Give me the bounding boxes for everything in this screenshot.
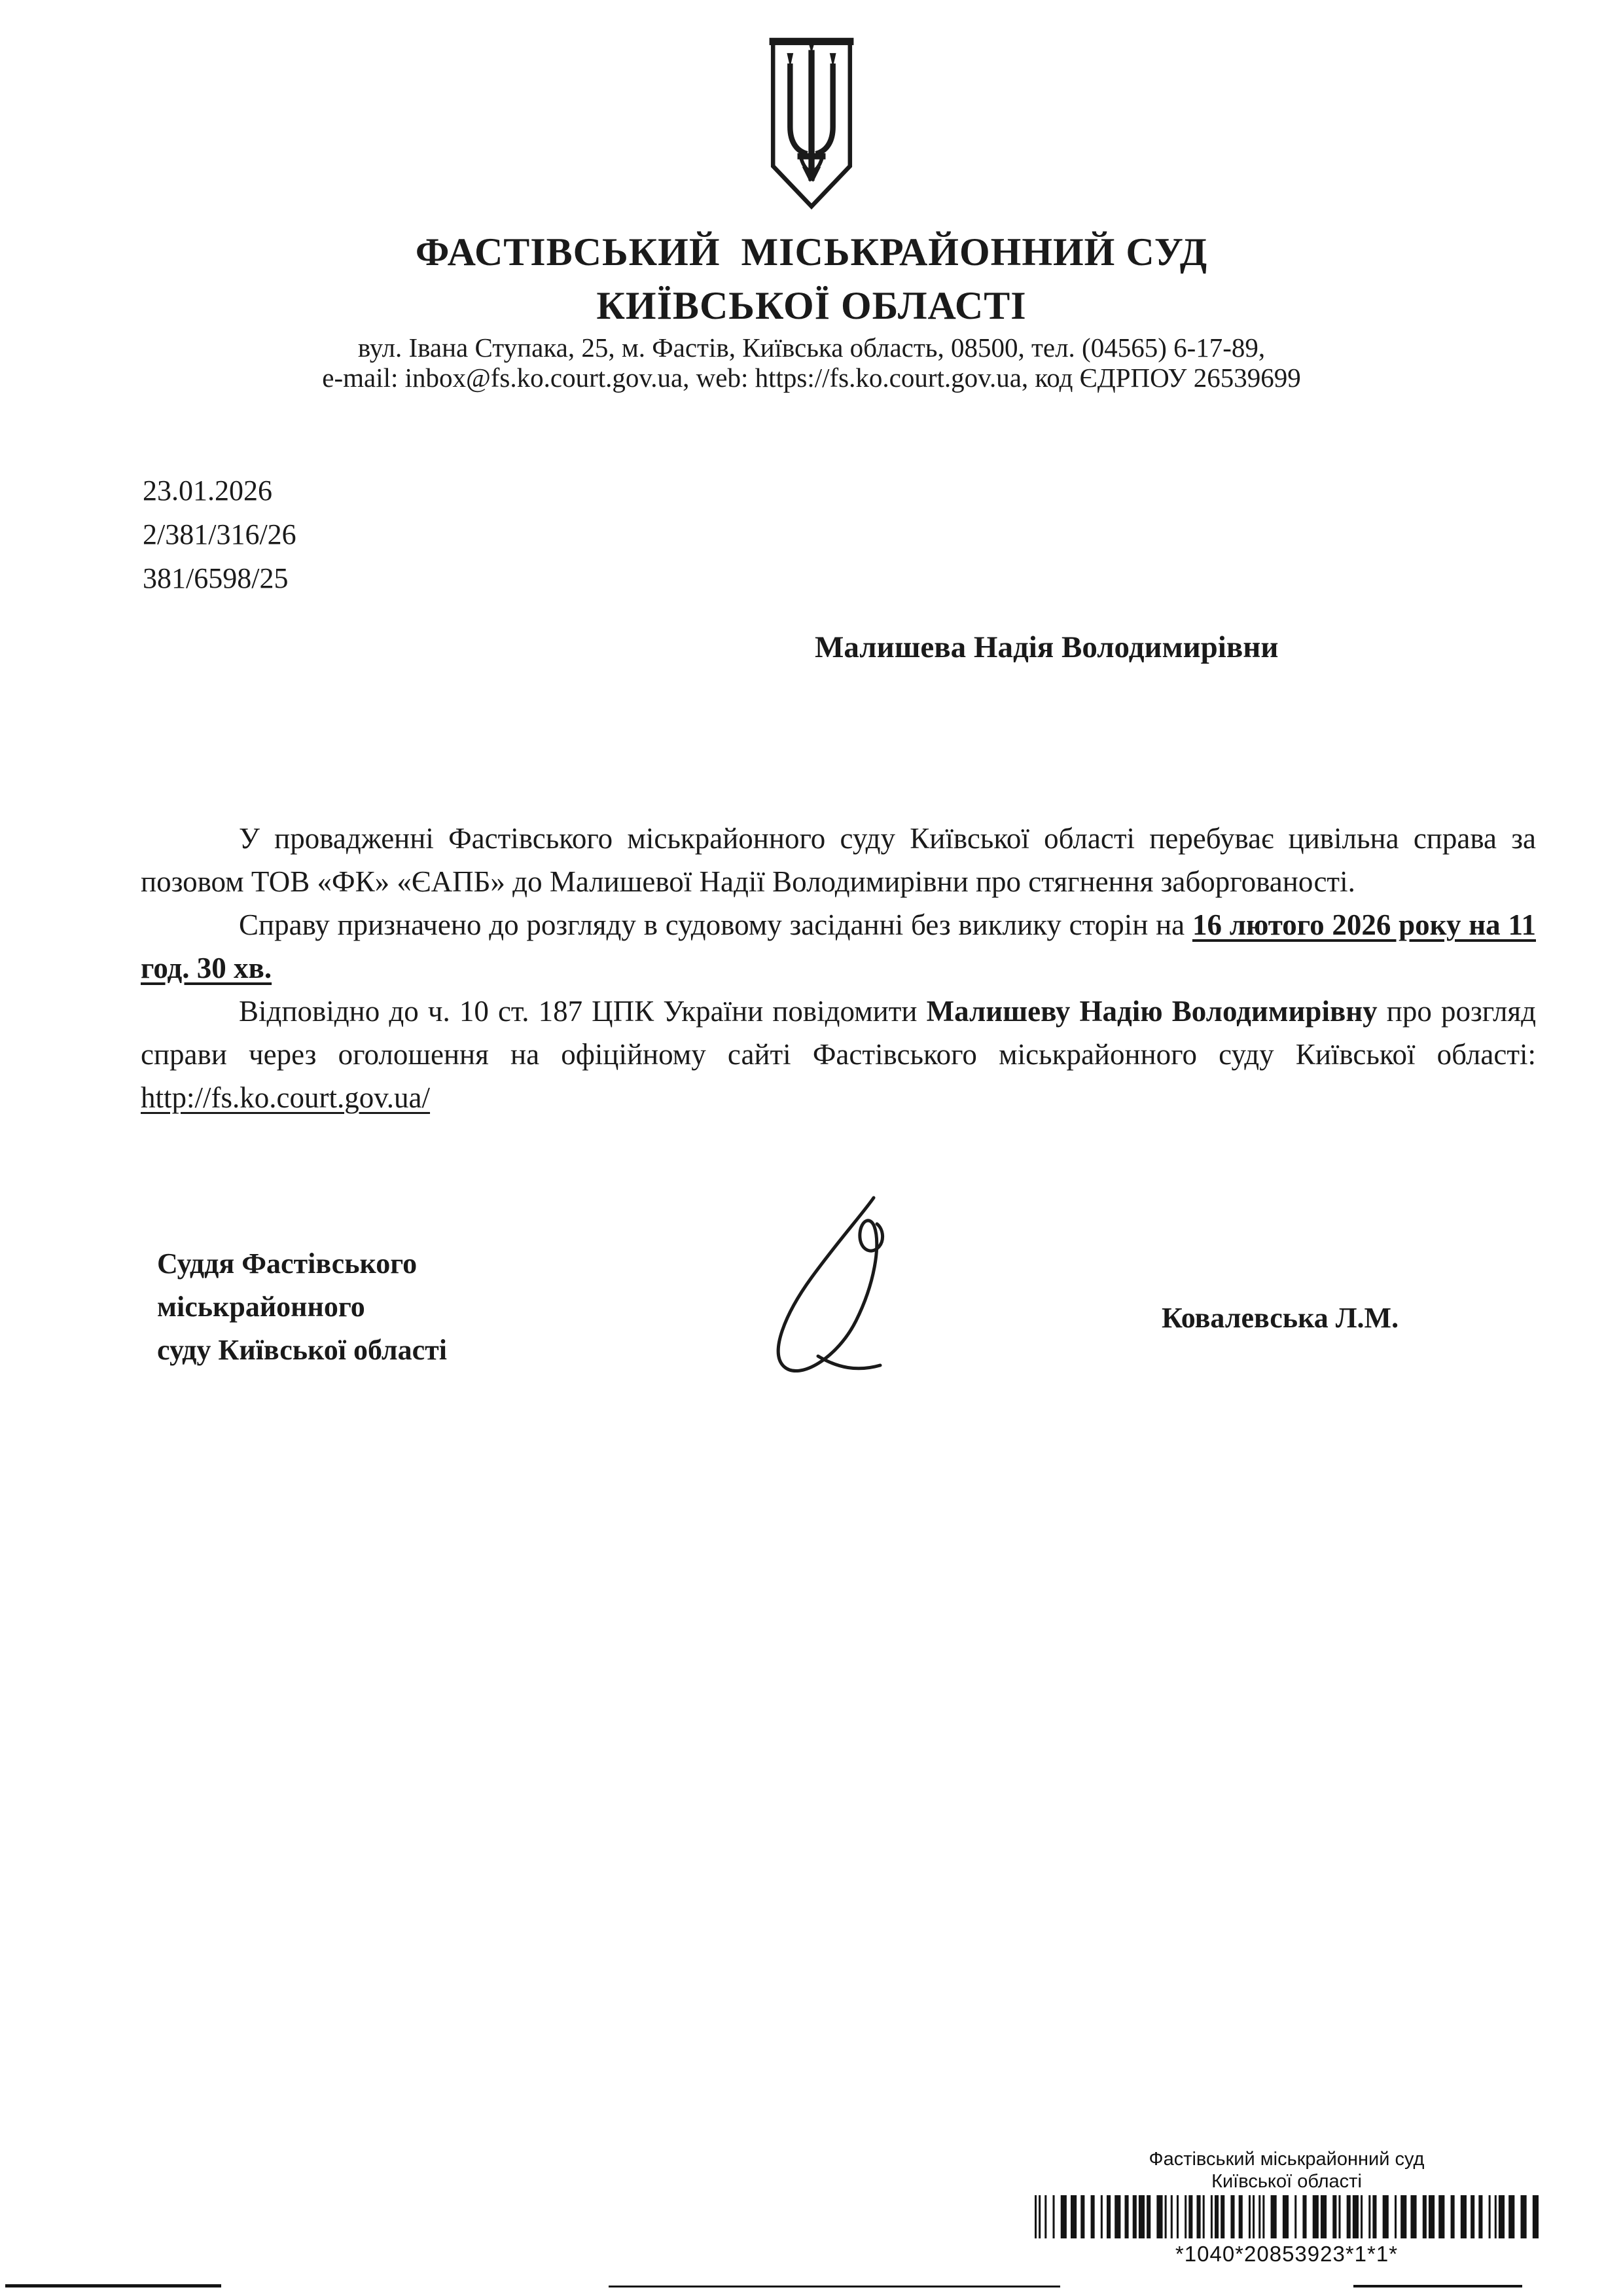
notified-person-name: Малишеву Надію Володимирівну	[926, 995, 1378, 1028]
court-website-link[interactable]: http://fs.ko.court.gov.ua/	[141, 1081, 431, 1114]
barcode-number: *1040*20853923*1*1*	[1175, 2242, 1399, 2266]
hearing-date-text: 16 лютого 2026 року на 11 год. 30 хв.	[141, 908, 1536, 984]
body-text-segment: У провадженні Фастівського міськрайонного суду Київської області перебуває цивільна справа за позовом ТОВ «ФК» «ЄАПБ» до Малишевої Надії Володимирівни про стягнення заборгованості.	[141, 822, 1536, 898]
body-text-segment: Справу призначено до розгляду в судовому засіданні без виклику сторін на	[239, 908, 1192, 941]
letterhead	[23, 30, 1600, 393]
court-contact: e-mail: inbox@fs.ko.court.gov.ua, web: https://fs.ko.court.gov.ua, код ЄДРПОУ 26539699	[322, 363, 1301, 393]
ukraine-trident-icon	[766, 30, 857, 219]
proceeding-number: 381/6598/25	[143, 562, 289, 594]
scan-artifact-line	[1353, 2285, 1522, 2287]
judge-title-line: Суддя Фастівського	[157, 1247, 418, 1280]
barcode-block	[1023, 2148, 1550, 2267]
court-address: вул. Івана Ступака, 25, м. Фастів, Київська область, 08500, тел. (04565) 6-17-89,	[357, 332, 1266, 363]
scan-artifact-line	[609, 2286, 1060, 2287]
scan-artifact-line	[5, 2284, 221, 2287]
judge-signature-image	[740, 1193, 936, 1392]
body-paragraph	[141, 817, 1536, 903]
body-paragraph	[141, 903, 1536, 990]
document-date: 23.01.2026	[143, 475, 272, 507]
court-name-line2: КИЇВСЬКОЇ ОБЛАСТІ	[596, 284, 1027, 327]
barcode-caption-line2: Київської області	[1211, 2171, 1362, 2192]
case-number: 2/381/316/26	[143, 518, 296, 550]
addressee-name: Малишева Надія Володимирівни	[815, 630, 1279, 664]
barcode-caption-line1: Фастівський міськрайонний суд	[1149, 2149, 1425, 2170]
body-text-segment: про розгляд справи через оголошення на офіційному сайті Фастівського міськрайонного суду Київської області:	[141, 995, 1536, 1071]
judge-name: Ковалевська Л.М.	[1162, 1302, 1399, 1334]
judge-title-line: суду Київської області	[157, 1334, 447, 1366]
letter-body	[141, 817, 1536, 1119]
barcode-image	[1023, 2195, 1550, 2242]
reference-block	[143, 469, 296, 600]
judge-title	[157, 1242, 447, 1372]
judge-title-line: міськрайонного	[157, 1291, 365, 1323]
court-name-line1: ФАСТІВСЬКИЙ МІСЬКРАЙОННИЙ СУД	[415, 230, 1208, 274]
body-paragraph	[141, 990, 1536, 1119]
body-text-segment: Відповідно до ч. 10 ст. 187 ЦПК України повідомити	[239, 995, 927, 1028]
